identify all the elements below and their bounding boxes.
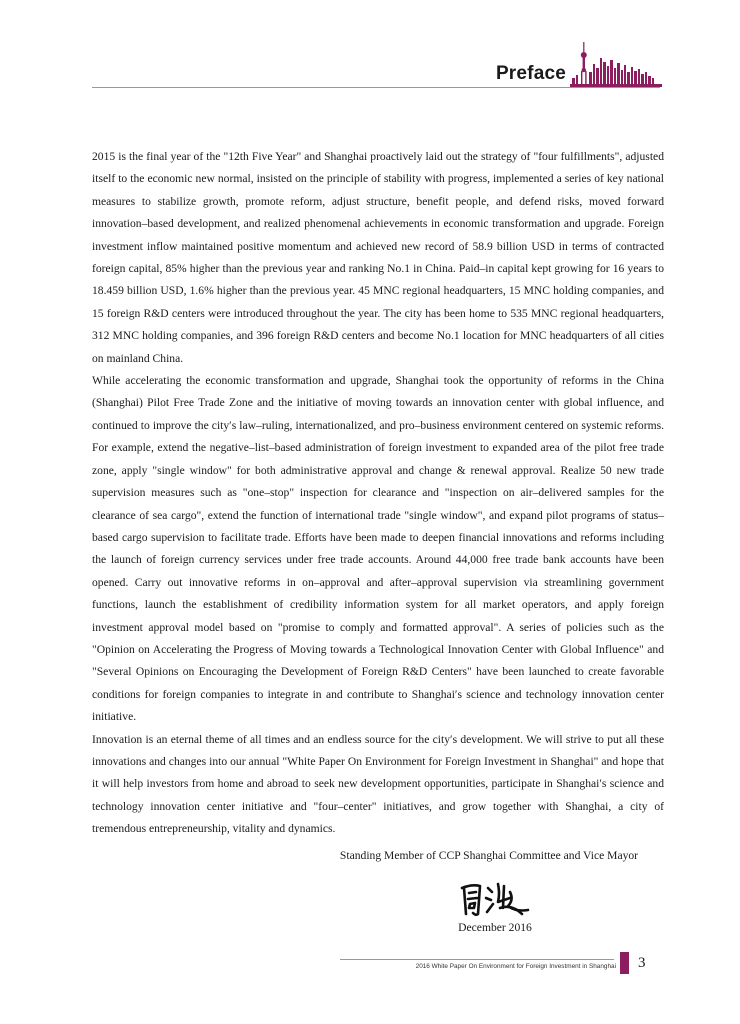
paragraph-1: 2015 is the final year of the "12th Five Year" and Shanghai proactively laid out the strategy of "four fulfillments", adjusted itself to the economic new normal, insisted on the principle of stability with progress, implemented a series of key national measures to stabilize growth, promote reform, adjust structure, benefit people, and defend risks, moved forward innovation–based development, and realized phenomenal achievements in economic transformation and upgrade. Foreign investment inflow maintained positive momentum and achieved new record of 58.9 billion USD in terms of contracted foreign capital, 85% higher than the previous year and ranking No.1 in China. Paid–in capital kept growing for 16 years to 18.459 billion USD, 1.6% higher than the previous year. 45 MNC regional headquarters, 15 MNC holding companies, and 15 foreign R&D centers were introduced throughout the year. The city has been home to 535 MNC regional headquarters, 312 MNC holding companies, and 396 foreign R&D centers and become No.1 location for MNC headquarters of all cities on mainland China.: [92, 150, 664, 365]
page-title: Preface: [495, 63, 566, 84]
paragraph-2: While accelerating the economic transformation and upgrade, Shanghai took the opportunity of reforms in the China (Shanghai) Pilot Free Trade Zone and the initiative of moving towards an innovation center with global influence, and continued to improve the city′s law–ruling, internationalized, and pro–business environment centered on systemic reforms. For example, extend the negative–list–based administration of foreign investment to expanded area of the pilot free trade zone, apply "single window" for both administrative approval and change & renewal approval. Realize 50 new trade supervision measures such as "one–stop" inspection for clearance and "inspection on air–delivered samples for the clearance of sea cargo", extend the function of international trade "single window", and expand pilot programs of status–based cargo supervision to facilitate trade. Efforts have been made to deepen financial innovations and reforms including the launch of foreign currency services under free trade accounts. Around 44,000 free trade bank accounts have been opened. Carry out innovative reforms in on–approval and after–approval supervision via streamlining government functions, launch the establishment of credibility information system for all market operators, and apply foreign investment approval model based on "promise to comply and formatted approval". A series of policies such as the "Opinion on Accelerating the Progress of Moving towards a Technological Innovation Center with Global Influence" and "Several Opinions on Encouraging the Development of Foreign R&D Centers" have been launched to create favorable conditions for foreign companies to integrate in and contribute to Shanghai′s science and technology innovation center initiative.: [92, 374, 664, 724]
skyline-logo-icon: [570, 38, 662, 90]
footer-divider: [340, 959, 614, 960]
page-number: 3: [638, 955, 646, 971]
signature-date: December 2016: [458, 921, 532, 934]
paragraph-3: Innovation is an eternal theme of all times and an endless source for the city′s development. We will strive to put all these innovations and changes into our annual "White Paper On Environment for Foreign Investment in Shanghai" and hope that it will help investors from home and abroad to seek new development opportunities, participate in Shanghai′s science and technology innovation center initiative and "four–center" initiatives, and grow together with Shanghai, a city of tremendous entrepreneurship, vitality and dynamics.: [92, 732, 664, 836]
footer-accent-bar: [620, 952, 629, 974]
signer-title: Standing Member of CCP Shanghai Committee and Vice Mayor: [339, 849, 639, 862]
preface-body: [92, 146, 664, 841]
header-divider: [92, 87, 660, 88]
footer-publication-title: 2016 White Paper On Environment for Foreign Investment in Shanghai: [415, 963, 616, 970]
handwritten-signature: [458, 878, 532, 918]
